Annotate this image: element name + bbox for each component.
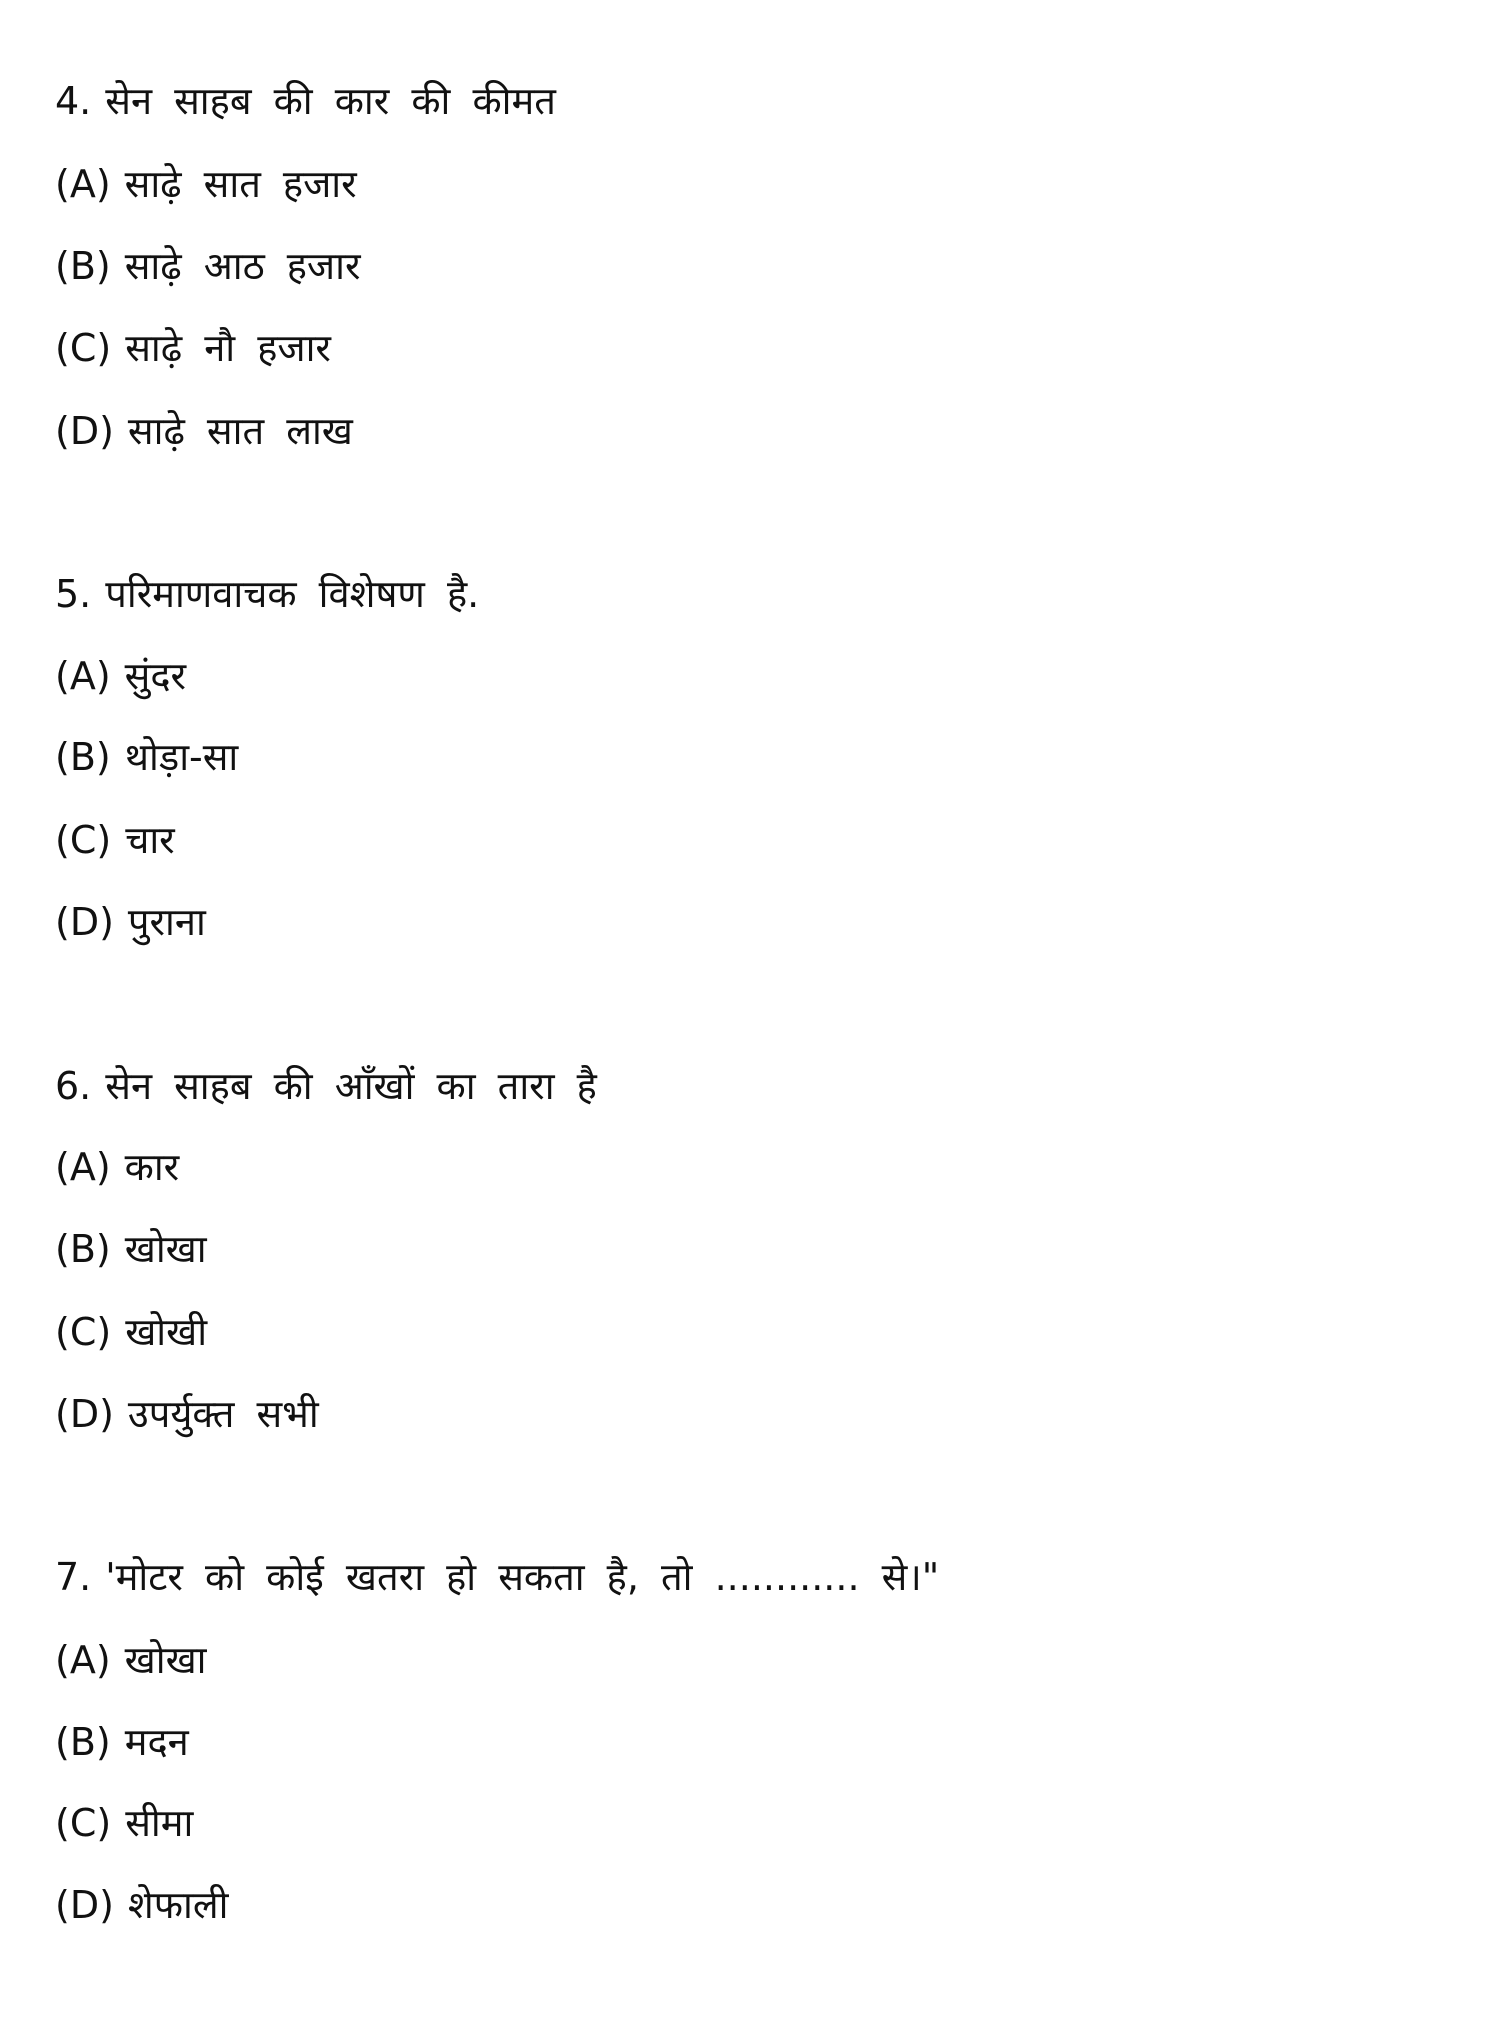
question-number: 5. bbox=[55, 572, 92, 616]
option-text: सुंदर bbox=[124, 654, 187, 698]
question bbox=[55, 1552, 939, 1602]
option-label: (C) bbox=[55, 1310, 112, 1354]
option-label: (A) bbox=[55, 654, 111, 698]
answer-option bbox=[55, 897, 206, 947]
option-label: (A) bbox=[55, 1638, 111, 1682]
option-label: (B) bbox=[55, 1227, 111, 1271]
answer-option bbox=[55, 323, 331, 373]
question-number: 7. bbox=[55, 1555, 92, 1599]
option-label: (B) bbox=[55, 735, 111, 779]
option-text: थोड़ा-सा bbox=[124, 735, 239, 779]
question-text: 'मोटर को कोई खतरा हो सकता है, तो ............ से।" bbox=[105, 1555, 940, 1599]
answer-option bbox=[55, 651, 186, 701]
option-label: (B) bbox=[55, 1720, 111, 1764]
option-label: (D) bbox=[55, 1883, 114, 1927]
option-label: (A) bbox=[55, 1145, 111, 1189]
option-text: साढ़े सात हजार bbox=[124, 162, 357, 206]
option-text: खोखी bbox=[125, 1310, 208, 1354]
option-text: खोखा bbox=[124, 1227, 207, 1271]
answer-option bbox=[55, 1635, 207, 1685]
option-label: (D) bbox=[55, 1392, 114, 1436]
answer-option bbox=[55, 159, 357, 209]
option-text: साढ़े सात लाख bbox=[127, 409, 353, 453]
answer-option bbox=[55, 1798, 193, 1848]
question-text: परिमाणवाचक विशेषण है. bbox=[105, 572, 480, 616]
option-label: (C) bbox=[55, 1801, 112, 1845]
option-text: खोखा bbox=[124, 1638, 207, 1682]
answer-option bbox=[55, 406, 353, 456]
option-text: मदन bbox=[124, 1720, 189, 1764]
answer-option bbox=[55, 732, 238, 782]
answer-option bbox=[55, 241, 361, 291]
option-label: (D) bbox=[55, 900, 114, 944]
option-label: (A) bbox=[55, 162, 111, 206]
option-label: (B) bbox=[55, 244, 111, 288]
answer-option bbox=[55, 1389, 319, 1439]
question-number: 4. bbox=[55, 79, 92, 123]
option-label: (D) bbox=[55, 409, 114, 453]
option-text: उपर्युक्त सभी bbox=[127, 1392, 319, 1436]
question-number: 6. bbox=[55, 1064, 92, 1108]
answer-option bbox=[55, 1880, 229, 1930]
option-text: सीमा bbox=[125, 1801, 194, 1845]
option-text: साढ़े नौ हजार bbox=[125, 326, 331, 370]
option-text: साढ़े आठ हजार bbox=[124, 244, 361, 288]
answer-option bbox=[55, 815, 175, 865]
option-label: (C) bbox=[55, 818, 112, 862]
question-text: सेन साहब की कार की कीमत bbox=[105, 79, 556, 123]
answer-option bbox=[55, 1224, 207, 1274]
option-text: शेफाली bbox=[127, 1883, 229, 1927]
answer-option bbox=[55, 1717, 189, 1767]
option-text: कार bbox=[124, 1145, 180, 1189]
answer-option bbox=[55, 1307, 207, 1357]
option-text: पुराना bbox=[127, 900, 206, 944]
question bbox=[55, 1061, 597, 1111]
question bbox=[55, 569, 479, 619]
option-text: चार bbox=[125, 818, 175, 862]
option-label: (C) bbox=[55, 326, 112, 370]
question bbox=[55, 76, 556, 126]
question-text: सेन साहब की आँखों का तारा है bbox=[105, 1064, 597, 1108]
answer-option bbox=[55, 1142, 179, 1192]
